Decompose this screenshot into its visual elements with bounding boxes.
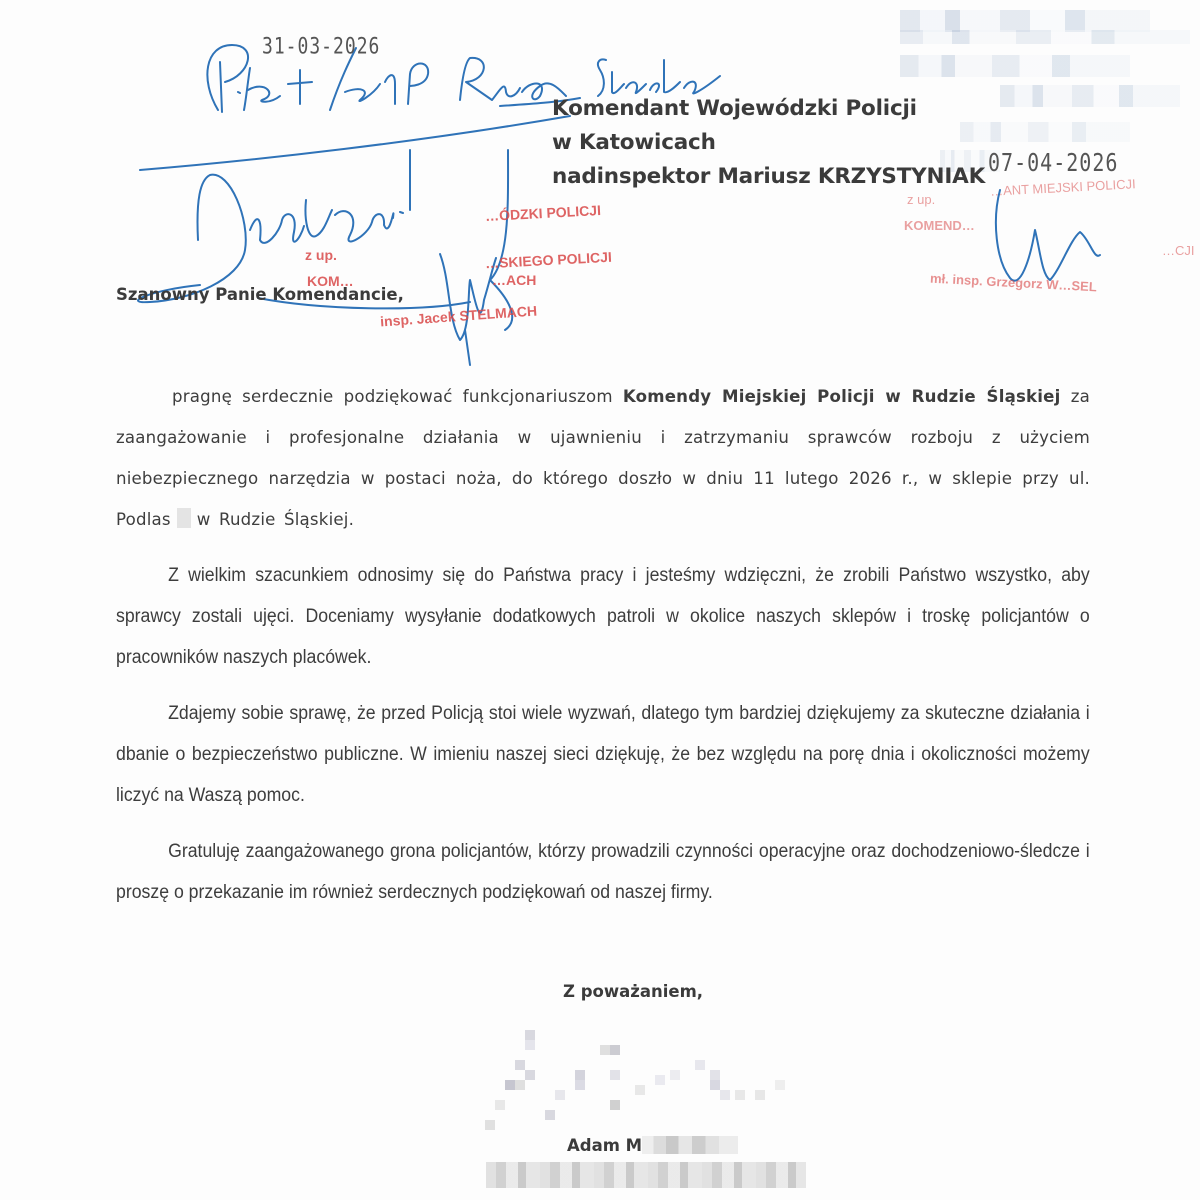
ink-vertical-2 (490, 150, 512, 330)
addressee-title: Komendant Wojewódzki Policji (552, 96, 917, 121)
paragraph-2 (116, 555, 1090, 678)
signer-name (567, 1136, 738, 1155)
stamp-date-forwarded: 07-04-2026 (988, 147, 1119, 177)
ink-line-long (140, 116, 570, 170)
addressee-city: w Katowicach (552, 130, 716, 155)
paragraph-1-bold: Komendy Miejskiej Policji w Rudzie Śląskiej (622, 387, 1061, 406)
stamp-middle-line3: KOM… (307, 273, 354, 289)
redacted-signature (485, 1025, 805, 1135)
paragraph-4 (116, 831, 1090, 913)
stamp-right-line2: z up. (907, 192, 936, 207)
stamp-middle-signatory: insp. Jacek STELMACH (379, 302, 538, 330)
paragraph-2-text: Z wielkim szacunkiem odnosimy się do Państwa pracy i jesteśmy wdzięczni, że zrobili Państwo wszystko, aby sprawcy zostali ujęci. Doceniamy wysyłanie dodatkowych patroli w okolice naszych sklepów i troskę policjantów o pracowników naszych placówek. (116, 565, 1090, 668)
stamp-middle-line4: …SKIEGO POLICJI (484, 248, 613, 272)
stamp-right-signatory: mł. insp. Grzegorz W…SEL (929, 270, 1098, 295)
ink-dziekuje (138, 175, 403, 303)
signer-name-visible: Adam M (567, 1136, 643, 1155)
stamp-right-line1: …ANT MIEJSKI POLICJI (989, 176, 1136, 199)
salutation: Szanowny Panie Komendancie, (116, 285, 404, 304)
ink-signature-right (996, 190, 1100, 281)
redacted-street-number (177, 508, 191, 528)
redacted-signer-title (486, 1162, 806, 1188)
paragraph-1-text-b: za zaangażowanie i profesjonalne działania w ujawnieniu i zatrzymaniu sprawców rozboju z użyciem niebezpiecznego narzędzia w postaci noża, do którego doszło w dniu 11 lutego 2026 r., w sklepie przy ul. Podlas (116, 387, 1090, 529)
stamp-middle-line5: …ACH (492, 272, 537, 288)
closing: Z poważaniem, (563, 982, 704, 1001)
redacted-surname (642, 1136, 738, 1154)
paragraph-1 (116, 376, 1090, 540)
stamp-middle-line2: z up. (305, 247, 337, 263)
paragraph-1-text-a: pragnę serdecznie podziękować funkcjonariuszom (172, 387, 623, 406)
addressee-block (552, 92, 985, 194)
stamp-right-line3: KOMEND… (904, 218, 975, 233)
paragraph-3 (116, 693, 1090, 816)
stamp-right-line4: …CJI (1162, 243, 1195, 258)
handwritten-annotations (0, 0, 1200, 400)
stamp-middle-line1: …ÓDZKI POLICJI (484, 201, 602, 225)
paragraph-4-text: Gratuluję zaangażowanego grona policjantów, którzy prowadzili czynności operacyjne oraz dochodzeniowo-śledcze i proszę o przekazanie im również serdecznych podziękowań od naszej firmy. (116, 841, 1090, 903)
paragraph-3-text: Zdajemy sobie sprawę, że przed Policją stoi wiele wyzwań, dlatego tym bardziej dziękujemy za skuteczne działania i dbanie o bezpieczeństwo publiczne. W imieniu naszej sieci dziękuję, że bez względu na porę dnia i okoliczności możemy liczyć na Waszą pomoc. (116, 703, 1090, 806)
addressee-name: nadinspektor Mariusz KRZYSTYNIAK (552, 164, 986, 189)
paragraph-1-text-c: w Rudzie Śląskiej. (196, 510, 355, 529)
stamp-date-received: 31-03-2026 (262, 33, 381, 60)
